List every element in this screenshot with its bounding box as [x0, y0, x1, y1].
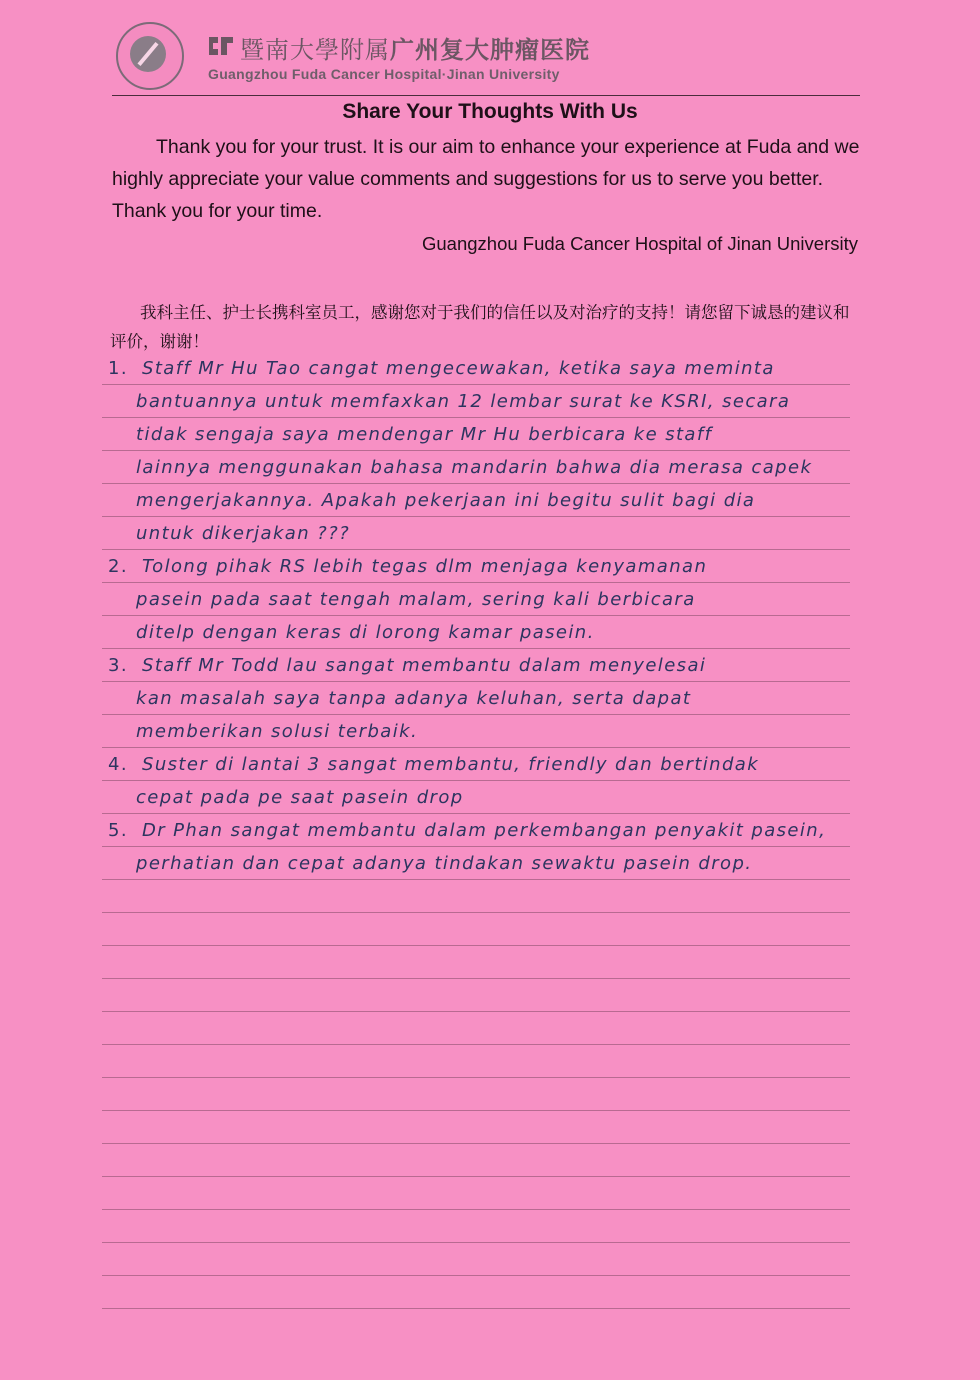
comment-text: pasein pada saat tengah malam, sering kali berbicara — [136, 589, 696, 610]
ruled-line — [102, 1209, 850, 1210]
comment-line — [108, 655, 868, 687]
comment-number: 3. — [108, 655, 128, 676]
comment-line — [108, 853, 896, 885]
comment-text: Staff Mr Todd lau sangat membantu dalam menyelesai — [142, 655, 707, 676]
comment-line — [108, 754, 868, 786]
comment-line — [108, 820, 868, 852]
comment-number: 4. — [108, 754, 128, 775]
ruled-line — [102, 1143, 850, 1144]
ruled-line — [102, 1176, 850, 1177]
comment-line — [108, 721, 896, 753]
comment-line — [108, 424, 896, 456]
comment-number: 5. — [108, 820, 128, 841]
form-intro: Thank you for your trust. It is our aim to enhance your experience at Fuda and we highly appreciate your value comments and suggestions for us to serve you better. Thank you for your time. — [112, 136, 860, 222]
ruled-line — [102, 1275, 850, 1276]
ruled-line — [102, 1242, 850, 1243]
comment-line — [108, 358, 868, 390]
ruled-line — [102, 1011, 850, 1012]
chinese-intro: 我科主任、护士长携科室员工，感谢您对于我们的信任以及对治疗的支持！请您留下诚恳的建议和评价，谢谢！ — [110, 303, 850, 351]
comment-line — [108, 457, 896, 489]
ruled-line — [102, 912, 850, 913]
comment-text: bantuannya untuk memfaxkan 12 lembar surat ke KSRI, secara — [136, 391, 791, 412]
comment-text: Staff Mr Hu Tao cangat mengecewakan, ketika saya meminta — [142, 358, 775, 379]
comment-text: untuk dikerjakan ??? — [136, 523, 351, 544]
comment-text: Dr Phan sangat membantu dalam perkembangan penyakit pasein, — [142, 820, 827, 841]
comment-line — [108, 523, 896, 555]
comment-line — [108, 688, 896, 720]
hospital-english-name: Guangzhou Fuda Cancer Hospital·Jinan University — [208, 66, 560, 82]
comment-text: Tolong pihak RS lebih tegas dlm menjaga kenyamanan — [142, 556, 708, 577]
comment-text: lainnya menggunakan bahasa mandarin bahwa dia merasa capek — [136, 457, 813, 478]
ruled-line — [102, 1308, 850, 1309]
ruled-line — [102, 945, 850, 946]
comment-text: tidak sengaja saya mendengar Mr Hu berbicara ke staff — [136, 424, 713, 445]
form-title: Share Your Thoughts With Us — [342, 100, 638, 123]
comment-text: ditelp dengan keras di lorong kamar pasein. — [136, 622, 595, 643]
comment-line — [108, 556, 868, 588]
comment-line — [108, 622, 896, 654]
comment-line — [108, 490, 896, 522]
ruled-line — [102, 1044, 850, 1045]
comment-text: Suster di lantai 3 sangat membantu, friendly dan bertindak — [142, 754, 760, 775]
comment-line — [108, 787, 896, 819]
comment-line — [108, 589, 896, 621]
form-signoff: Guangzhou Fuda Cancer Hospital of Jinan University — [421, 233, 858, 254]
ruled-line — [102, 1077, 850, 1078]
ruled-line — [102, 978, 850, 979]
hospital-chinese-name: 暨南大學附属广州复大肿瘤医院 — [240, 35, 590, 64]
comment-text: perhatian dan cepat adanya tindakan sewaktu pasein drop. — [136, 853, 753, 874]
comment-number: 1. — [108, 358, 128, 379]
comment-line — [108, 391, 896, 423]
comment-text: mengerjakannya. Apakah pekerjaan ini begitu sulit bagi dia — [136, 490, 756, 511]
comment-text: kan masalah saya tanpa adanya keluhan, serta dapat — [136, 688, 692, 709]
ruled-line — [102, 1110, 850, 1111]
comment-number: 2. — [108, 556, 128, 577]
comment-text: cepat pada pe saat pasein drop — [136, 787, 464, 808]
comment-text: memberikan solusi terbaik. — [136, 721, 419, 742]
